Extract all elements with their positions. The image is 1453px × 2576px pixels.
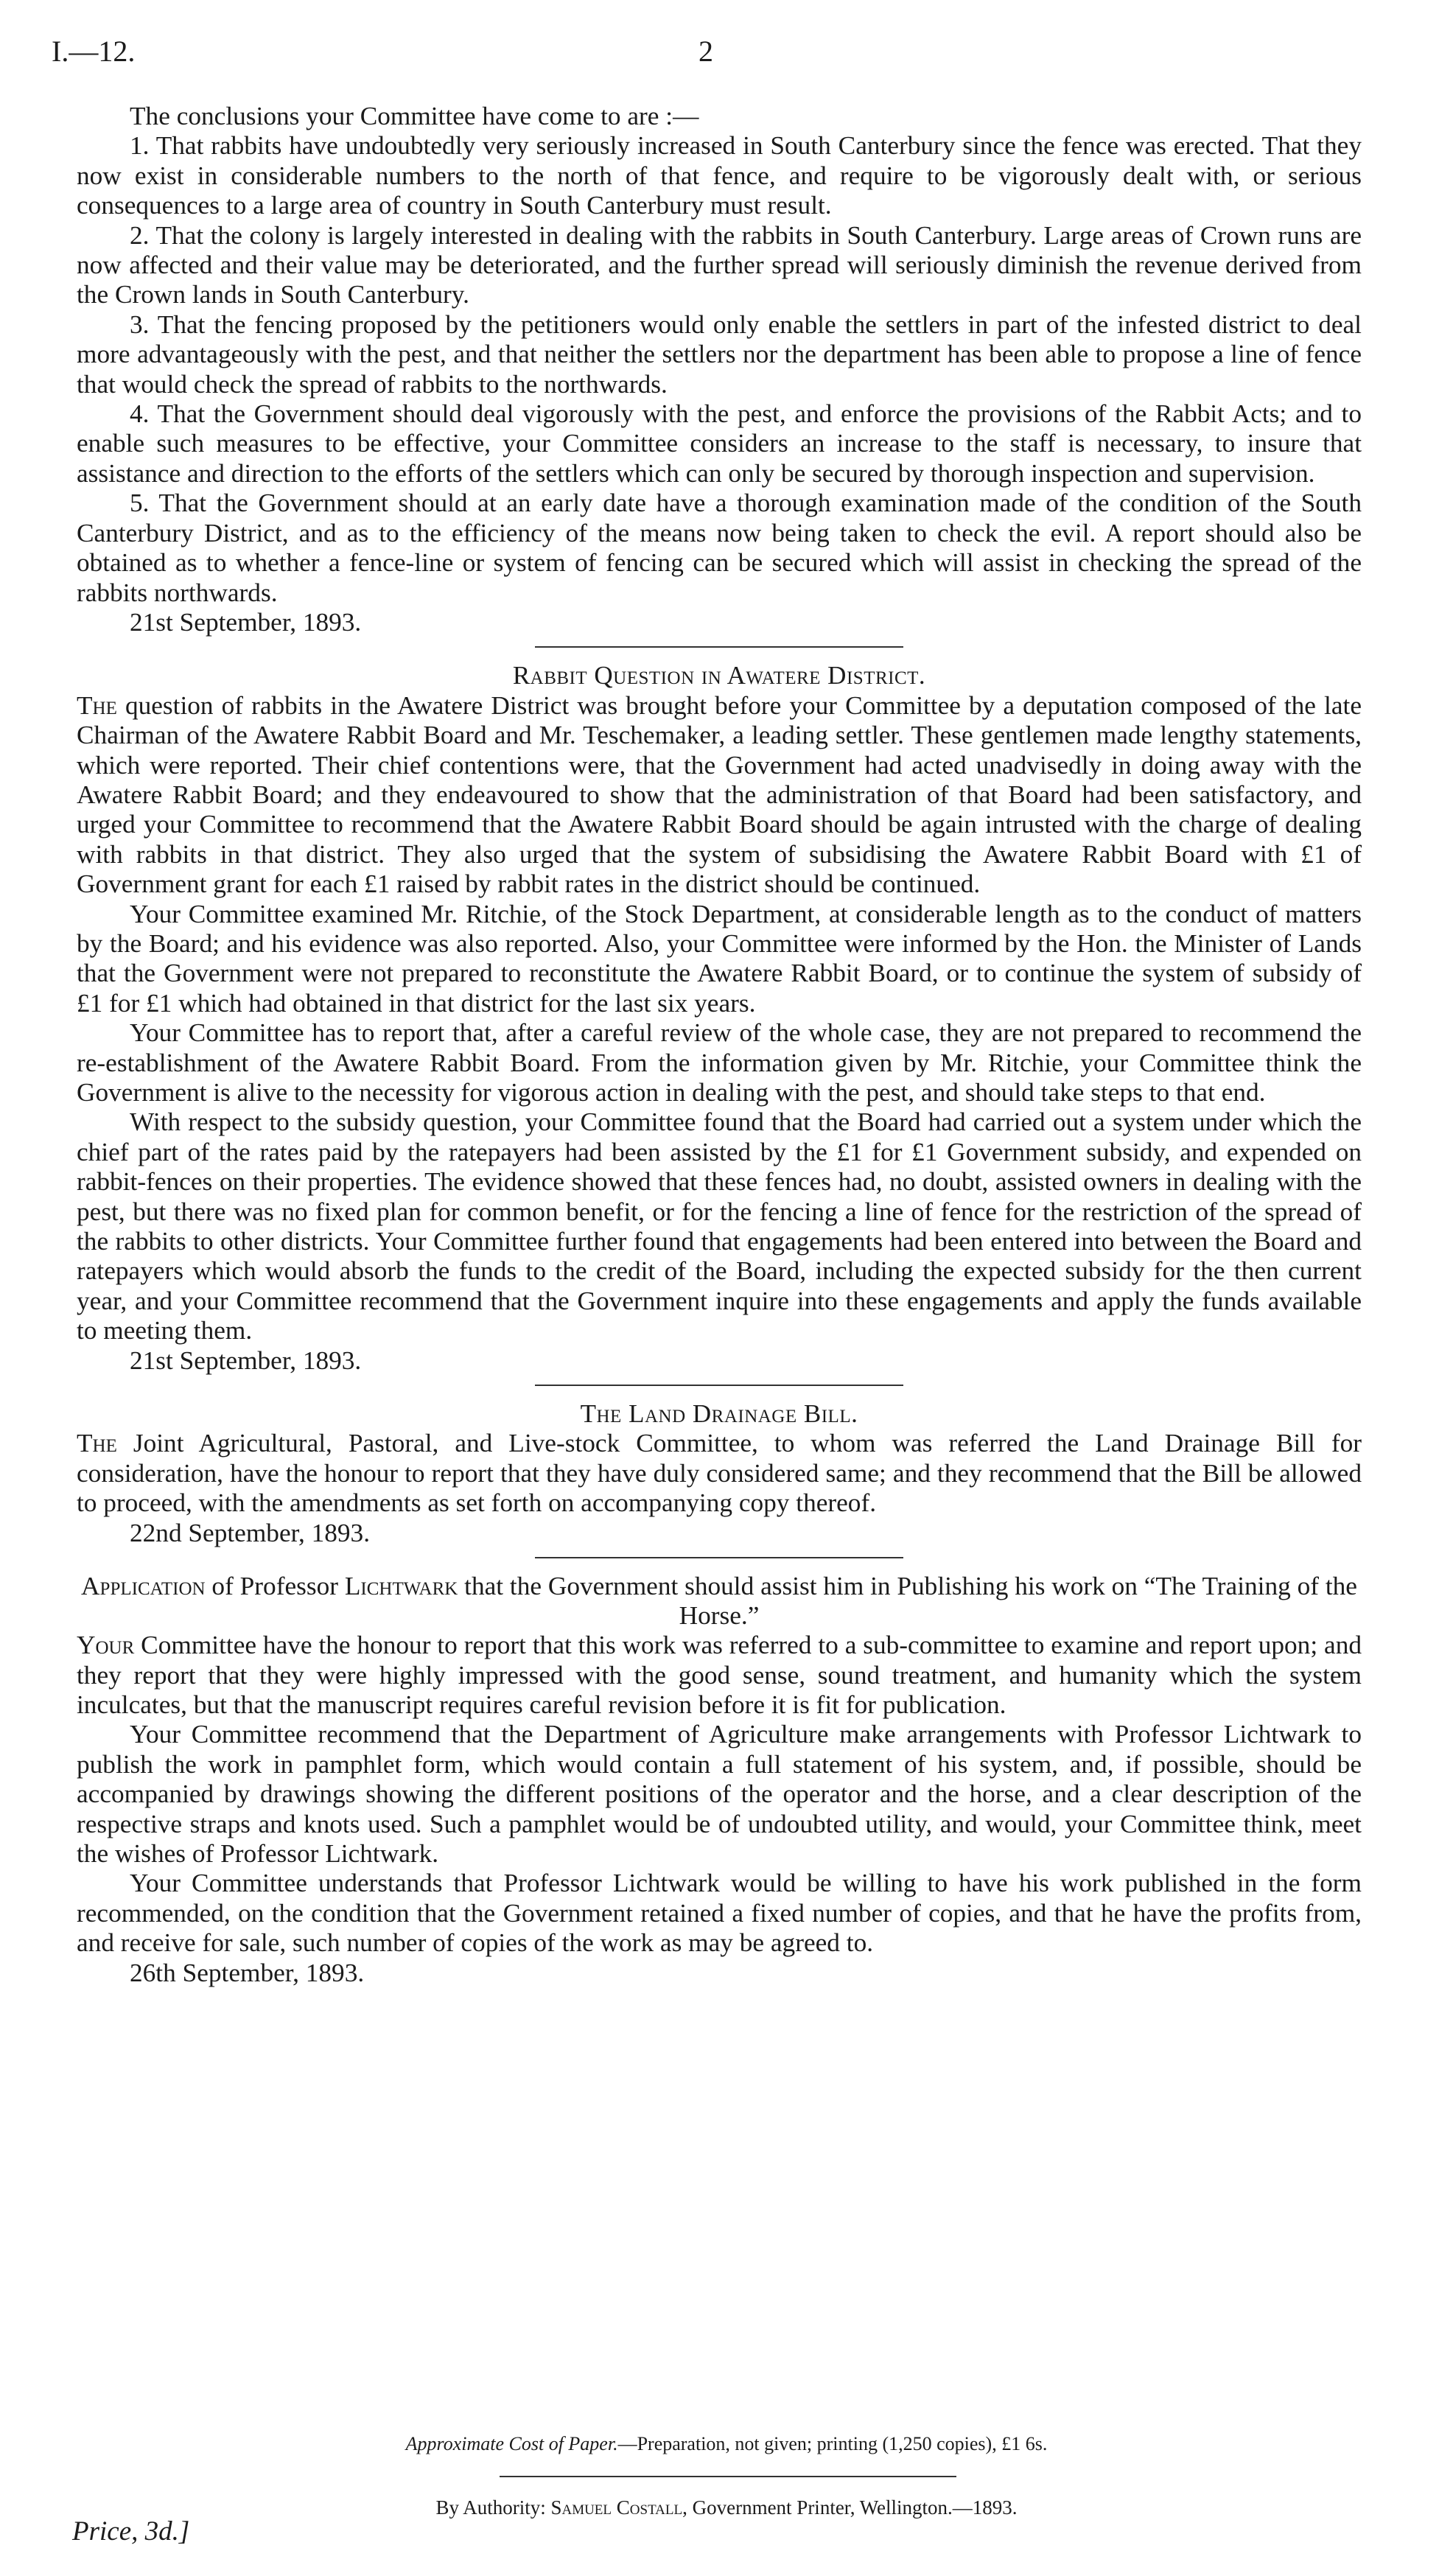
drainage-lead-word: The: [77, 1429, 117, 1458]
document-reference: I.—12.: [52, 35, 136, 68]
section-divider: [535, 646, 903, 648]
conclusion-item: 1. That rabbits have undoubtedly very seriously increased in South Canterbury since the fence was erected. That they now exist in considerable numbers to the north of that fence, and require to be vigorously dealt with, or serious consequences to a large area of country in South Canterbury must result.: [77, 131, 1362, 220]
authority-rest: , Government Printer, Wellington.—1893.: [682, 2496, 1018, 2519]
lichtwark-heading-name: Lichtwark: [344, 1572, 458, 1601]
printer-name: Samuel Costall: [550, 2496, 683, 2519]
drainage-paragraph-text: Joint Agricultural, Pastoral, and Live-stock Committee, to whom was referred the Land Drainage Bill for consideration, have the honour to report that they have duly considered same; and they recommend that the Bill be allowed to proceed, with the amendments as set forth on accompanying copy thereof.: [77, 1429, 1362, 1518]
drainage-section: [77, 1399, 1362, 1548]
conclusion-item: 2. That the colony is largely interested in dealing with the rabbits in South Canterbury. Large areas of Crown runs are now affected and their value may be deteriorated, and the further spread will seriously diminish the revenue derived from the Crown lands in South Canterbury.: [77, 220, 1362, 309]
lichtwark-paragraph: [77, 1631, 1362, 1720]
drainage-date: 22nd September, 1893.: [130, 1518, 371, 1547]
lichtwark-paragraph: Your Committee recommend that the Department of Agriculture make arrangements with Professor Lichtwark to publish the work in pamphlet form, which would contain a full statement of his system, and, if possible, should be accompanied by drawings showing the different positions of the operator and the horse, and a clear description of the respective straps and knots used. Such a pamphlet would be of undoubted utility, and would, your Committee think, meet the wishes of Professor Lichtwark.: [77, 1720, 1362, 1868]
lichtwark-heading-lead: Application: [81, 1572, 206, 1601]
awatere-paragraph: Your Committee examined Mr. Ritchie, of the Stock Department, at considerable length as to the conduct of matters by the Board; and his evidence was also reported. Also, your Committee were informed by the Hon. the Minister of Lands that the Government were not prepared to reconstitute the Awatere Rabbit Board, or to continue the system of subsidy of £1 for £1 which had obtained in that district for the last six years.: [77, 899, 1362, 1018]
cost-of-paper-note: [0, 2433, 1453, 2455]
lichtwark-heading-mid: of Professor: [205, 1572, 345, 1601]
awatere-heading: Rabbit Question in Awatere District.: [512, 661, 926, 690]
footer-divider: [500, 2476, 956, 2477]
conclusion-item: 3. That the fencing proposed by the petitioners would only enable the settlers in part of the infested district to deal more advantageously with the pest, and that neither the settlers nor the department has been able to propose a line of fence that would check the spread of rabbits to the northwards.: [77, 309, 1362, 399]
lichtwark-paragraph: Your Committee understands that Professor Lichtwark would be willing to have his work published in the form recommended, on the condition that the Government retained a fixed number of copies, and that he have the profits from, and receive for sale, such number of copies of the work as may be agreed to.: [77, 1869, 1362, 1958]
conclusion-item: 5. That the Government should at an early date have a thorough examination made of the condition of the South Canterbury District, and as to the efficiency of the means now being taken to check the evil. A report should also be obtained as to whether a fence-line or system of fencing can be secured which will assist in checking the spread of the rabbits northwards.: [77, 489, 1362, 607]
lichtwark-heading-rest: that the Government should assist him in Publishing his work on “The Training of the Horse.”: [458, 1572, 1357, 1631]
lichtwark-lead-word: Your: [77, 1631, 135, 1660]
awatere-section: [77, 661, 1362, 1376]
awatere-lead-word: The: [77, 690, 117, 720]
lichtwark-heading: [77, 1572, 1362, 1631]
awatere-date: 21st September, 1893.: [130, 1345, 362, 1375]
authority-lead: By Authority:: [435, 2496, 551, 2519]
awatere-paragraph-text: question of rabbits in the Awatere District was brought before your Committee by a deputation composed of the late Chairman of the Awatere Rabbit Board and Mr. Teschemaker, a leading settler. These gentlemen made lengthy statements, which were reported. Their chief contentions were, that the Government had acted unadvisedly in doing away with the Awatere Rabbit Board; and they endeavoured to show that the administration of that Board had been satisfactory, and urged your Committee to recommend that the Awatere Rabbit Board should be again intrusted with the charge of dealing with rabbits in that district. They also urged that the system of subsidising the Awatere Rabbit Board with £1 of Government grant for each £1 raised by rabbit rates in the district should be continued.: [77, 690, 1362, 899]
awatere-paragraph: [77, 691, 1362, 900]
conclusion-item: 4. That the Government should deal vigorously with the pest, and enforce the provisions of the Rabbit Acts; and to enable such measures to be effective, your Committee considers an increase to the staff is necessary, to insure that assistance and direction to the efforts of the settlers which can only be secured by thorough inspection and supervision.: [77, 399, 1362, 488]
lichtwark-paragraph-text: Committee have the honour to report that this work was referred to a sub-committee to examine and report upon; and they report that they were highly impressed with the good sense, sound treatment, and humanity which the system inculcates, but that the manuscript requires careful revision before it is fit for publication.: [77, 1631, 1362, 1719]
conclusions-section: [77, 102, 1362, 637]
drainage-paragraph: [77, 1429, 1362, 1518]
awatere-paragraph: Your Committee has to report that, after a careful review of the whole case, they are not prepared to recommend the re-establishment of the Awatere Rabbit Board. From the information given by Mr. Ritchie, your Committee think the Government is alive to the necessity for vigorous action in dealing with the pest, and should take steps to that end.: [77, 1018, 1362, 1107]
cost-text: —Preparation, not given; printing (1,250 copies), £1 6s.: [617, 2433, 1048, 2454]
drainage-heading: The Land Drainage Bill.: [580, 1399, 858, 1429]
cost-label: Approximate Cost of Paper.: [405, 2433, 618, 2454]
document-body: [77, 102, 1362, 1988]
page-number: 2: [699, 35, 713, 68]
printer-authority: [0, 2496, 1453, 2519]
conclusions-date: 21st September, 1893.: [130, 607, 362, 637]
lichtwark-date: 26th September, 1893.: [130, 1958, 365, 1987]
section-divider: [535, 1557, 903, 1558]
conclusions-intro: The conclusions your Committee have come to are :—: [130, 102, 699, 130]
section-divider: [535, 1385, 903, 1386]
price-note: Price, 3d.]: [72, 2516, 190, 2547]
lichtwark-section: [77, 1572, 1362, 1988]
awatere-paragraph: With respect to the subsidy question, your Committee found that the Board had carried out a system under which the chief part of the rates paid by the ratepayers had been assisted by the £1 for £1 Government subsidy, and expended on rabbit-fences on their properties. The evidence showed that these fences had, no doubt, assisted owners in dealing with the pest, but there was no fixed plan for common benefit, or for the fencing a line of fence for the restriction of the spread of the rabbits to other districts. Your Committee further found that engagements had been entered into between the Board and ratepayers which would absorb the funds to the credit of the Board, including the expected subsidy for the then current year, and your Committee recommend that the Government inquire into these engagements and apply the funds available to meeting them.: [77, 1107, 1362, 1345]
